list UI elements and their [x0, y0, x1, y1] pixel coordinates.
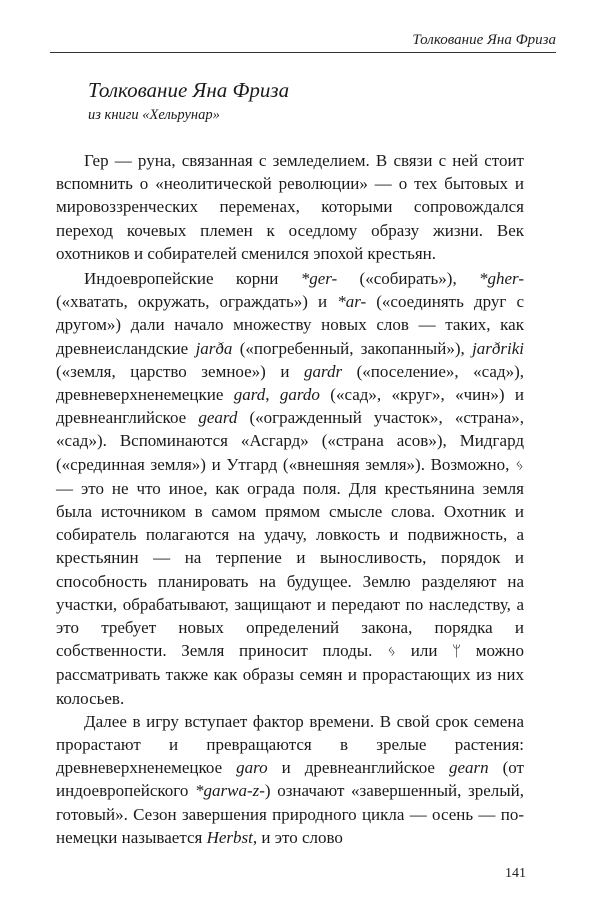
text-segment: можно рассматривать также как образы семян и прорастающих из них колосьев.: [56, 641, 524, 708]
text-segment: (от индоевропейского: [56, 758, 524, 801]
text-segment: Гер — руна, связанная с земледелием. В связи с ней стоит вспомнить о «неолитической революции» — о тех бытовых и мировоззренческих переменах, которыми сопровождался переход кочевых племен к оседлому образу жизни. Век охотников и собирателей сменился эпохой крестьян.: [56, 151, 524, 263]
italic-term: *garwa-z-: [195, 781, 265, 801]
text-segment: («собирать»),: [337, 269, 480, 289]
italic-term: *gher-: [479, 269, 524, 289]
italic-term: jarða: [195, 338, 233, 358]
text-segment: или: [396, 641, 453, 661]
text-segment: («соединять друг с другом») дали начало множеству новых слов — таких, как древнеисландские: [56, 292, 524, 358]
text-segment: («земля, царство земное») и: [56, 361, 304, 381]
rune-glyph: ᛃ: [387, 642, 397, 661]
italic-term: garo: [236, 758, 268, 778]
paragraph: [56, 710, 524, 849]
italic-term: jarðriki: [472, 338, 525, 358]
text-segment: Индоевропейские корни: [84, 269, 301, 289]
italic-term: *ger-: [300, 269, 338, 289]
text-segment: , и это слово: [252, 827, 343, 847]
text-segment: и древнеанглийское: [267, 758, 449, 778]
italic-term: geard: [198, 408, 238, 428]
text-segment: («погребенный, закопанный»),: [232, 338, 473, 358]
italic-term: gard: [233, 385, 266, 405]
running-header: Толкование Яна Фриза: [412, 32, 556, 48]
text-segment: Далее в игру вступает фактор времени. В свой срок семена прорастают и превращаются в зрелые растения: древневерхненемецкое: [56, 711, 524, 778]
rune-glyph: ᛃ: [514, 455, 524, 474]
header-rule: [50, 52, 556, 53]
italic-term: gardo: [279, 385, 320, 405]
text-segment: ,: [265, 385, 280, 405]
body-text: [56, 149, 524, 849]
text-segment: — это не что иное, как ограда поля. Для крестьянина земля была источником в самом прямом смысле слова. Охотник и собиратель полагаются на удачу, ловкость и подвижность, а крестьянин — на терпение и выносливость, порядок и способность планировать на будущее. Землю разделяют на участки, обрабатывают, защищают и передают по наследству, а это требует новых определений закона, порядка и собственности. Земля приносит плоды.: [56, 478, 524, 661]
text-segment: («хватать, окружать, ограждать») и: [56, 292, 338, 312]
text-segment: («огражденный участок», «страна», «сад»). Вспоминаются «Асгард» («страна асов»), Мидгард («срединная земля») и Утгард («внешняя земля»). Возможно,: [56, 408, 524, 474]
paragraph: [56, 149, 524, 265]
italic-term: gearn: [448, 758, 489, 778]
page-number: 141: [505, 866, 526, 881]
text-segment: («сад», «круг», «чин») и древнеанглийское: [56, 385, 525, 428]
italic-term: gardr: [303, 361, 343, 381]
rune-glyph: ᛘ: [452, 642, 462, 661]
paragraph: [56, 267, 524, 710]
text-segment: («поселение», «сад»), древневерхненемецкие: [56, 361, 524, 405]
italic-term: *ar-: [337, 292, 367, 312]
article-subtitle: из книги «Хельрунар»: [88, 107, 220, 123]
text-segment: ) означают «завершенный, зрелый, готовый». Сезон завершения природного цикла — осень — по-немецки называется: [56, 781, 525, 847]
italic-term: Herbst: [206, 827, 253, 847]
article-title: Толкование Яна Фриза: [88, 78, 290, 102]
